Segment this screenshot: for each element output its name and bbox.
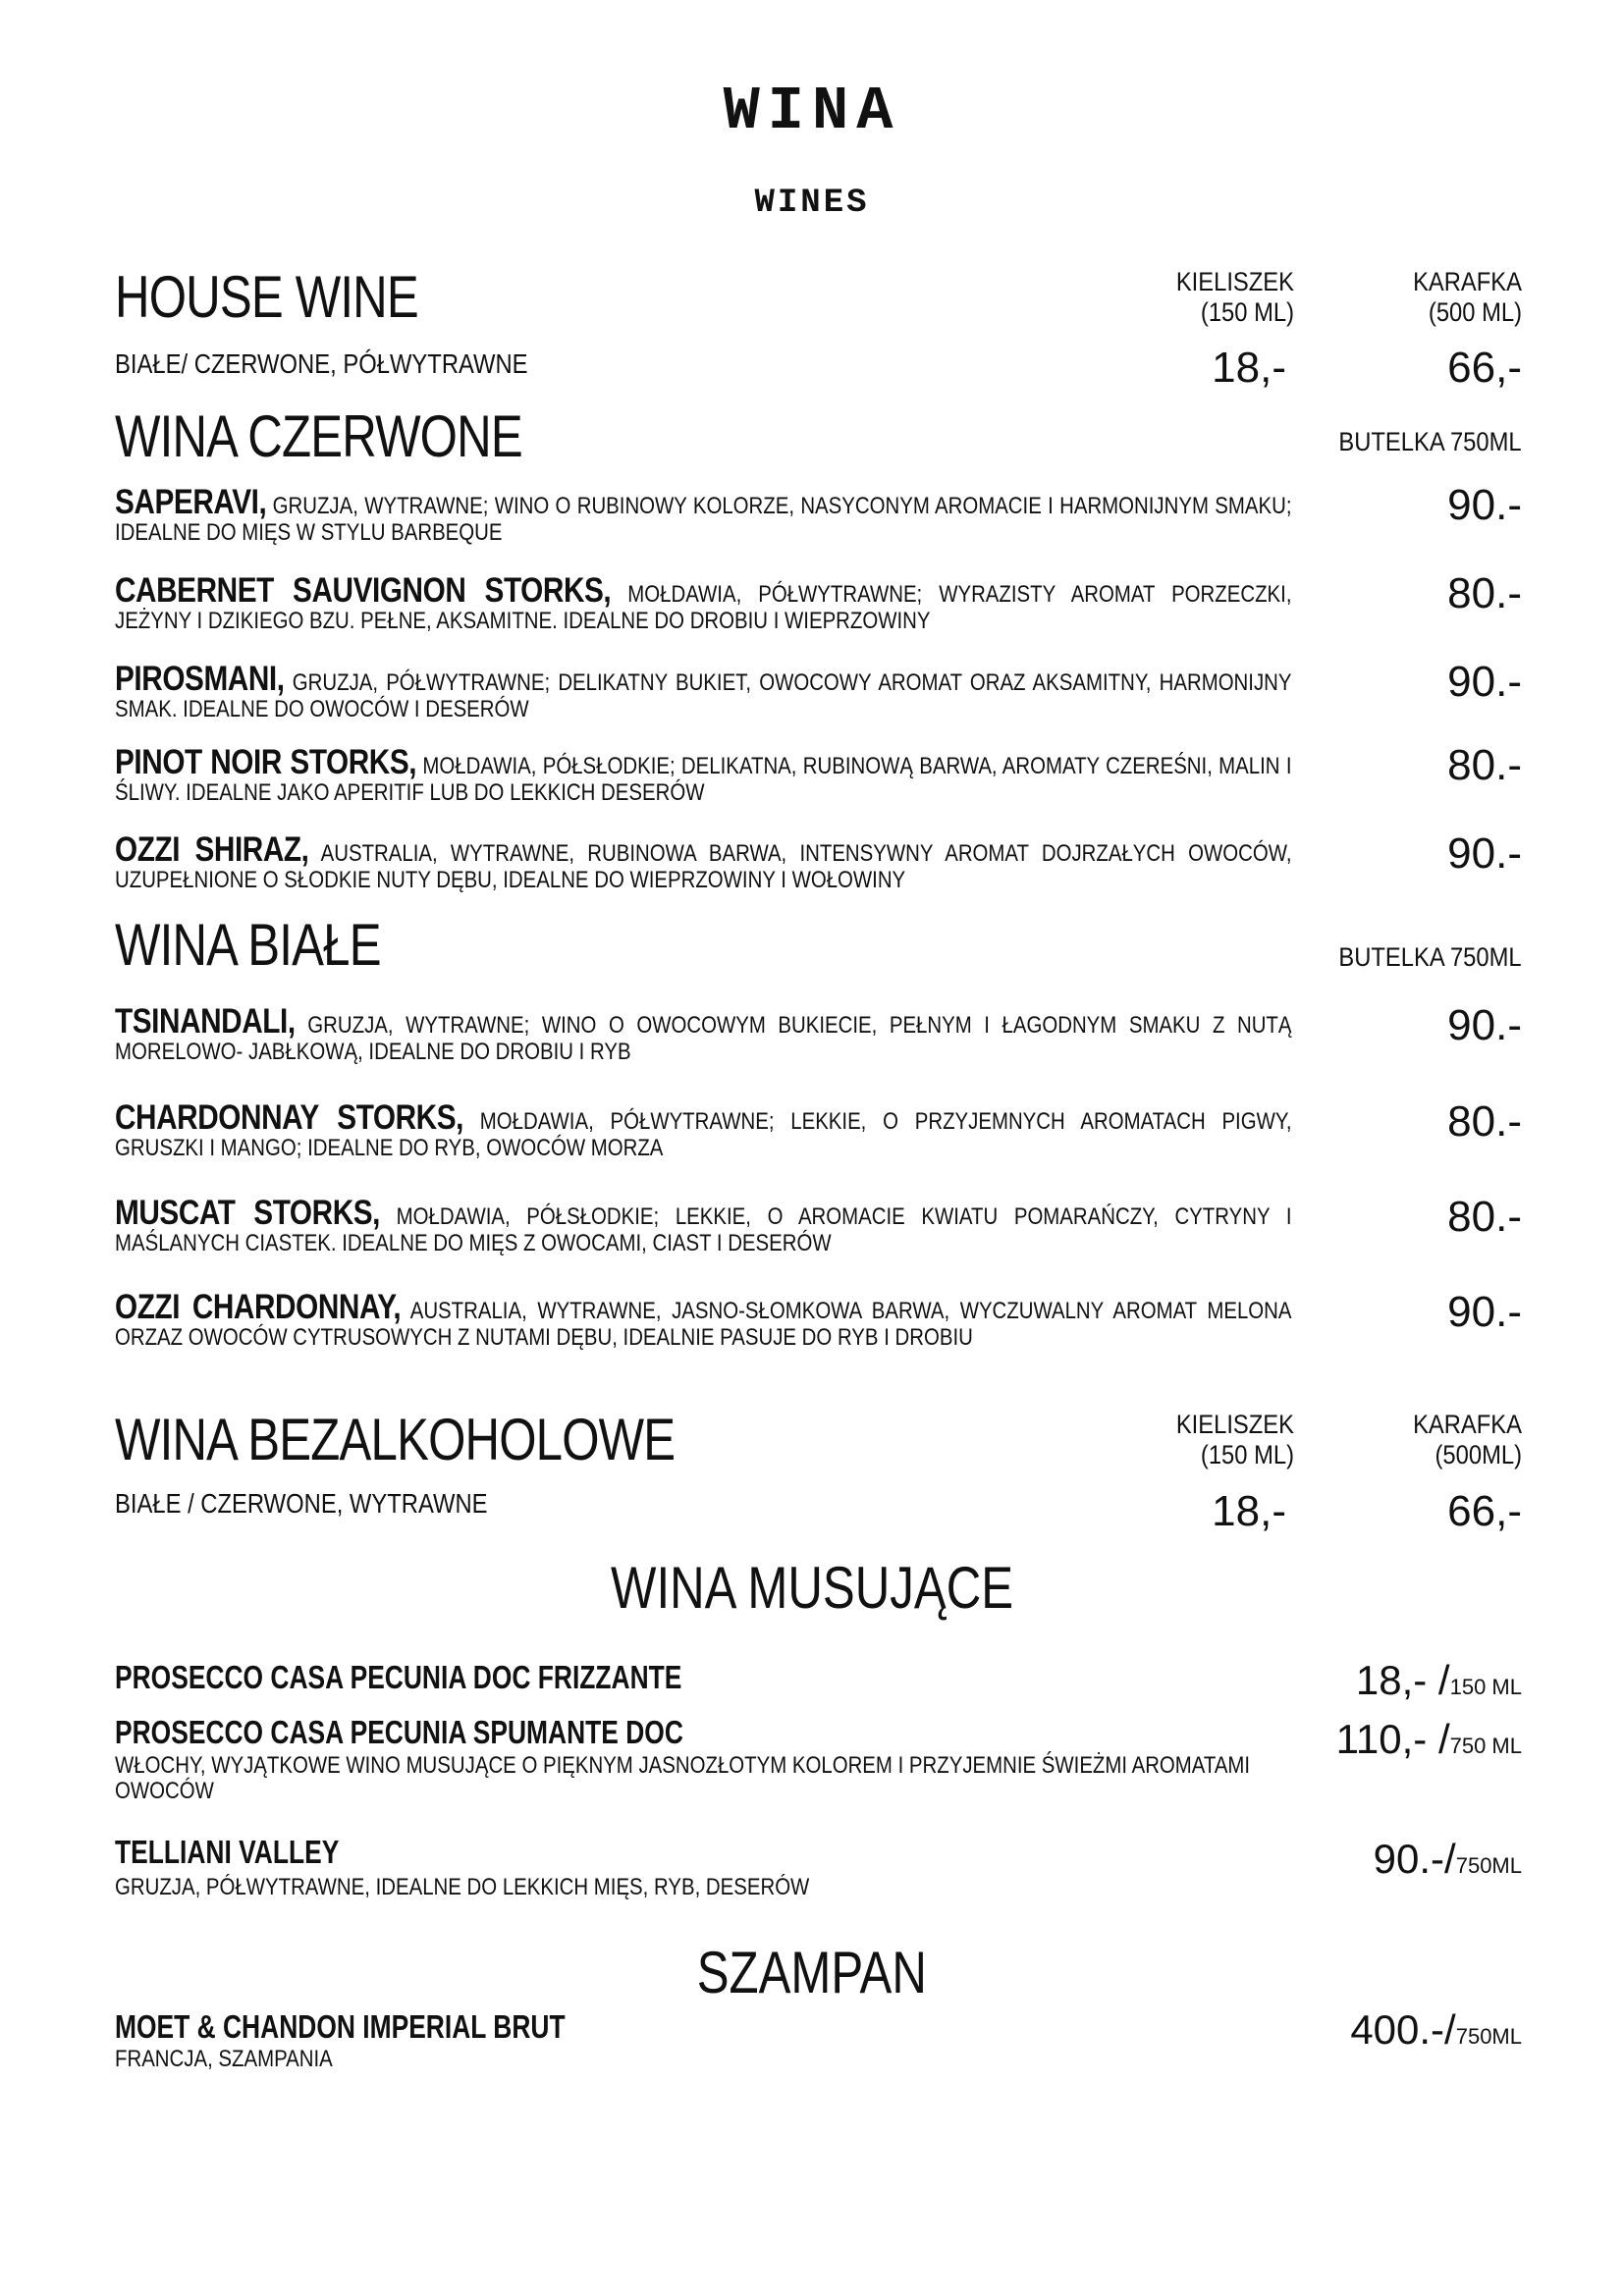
sparkling-item-description: GRUZJA, PÓŁWYTRAWNE, IDEALNE DO LEKKICH MIĘS, RYB, DESERÓW xyxy=(115,1874,810,1900)
wine-price: 90.- xyxy=(1447,481,1522,529)
wine-price: 80.- xyxy=(1447,1193,1522,1241)
wine-description: AUSTRALIA, WYTRAWNE, RUBINOWA BARWA, INTENSYWNY AROMAT DOJRZAŁYCH OWOCÓW, UZUPEŁNIONE O SŁODKIE NUTY DĘBU, IDEALNE DO WIEPRZOWINY I WOŁOWINY xyxy=(115,840,1292,893)
wine-name: MUSCAT STORKS, xyxy=(115,1194,381,1232)
wine-item xyxy=(115,660,1293,722)
wine-description: GRUZJA, WYTRAWNE; WINO O RUBINOWY KOLORZE, NASYCONYM AROMACIE I HARMONIJNYM SMAKU; IDEALNE DO MIĘS W STYLU BARBEQUE xyxy=(115,493,1292,546)
wine-item xyxy=(115,571,1293,634)
wine-item xyxy=(115,1194,1293,1256)
wine-price: 90.- xyxy=(1447,1001,1522,1049)
wine-item xyxy=(115,830,1293,893)
wine-name: PINOT NOIR STORKS, xyxy=(115,743,417,781)
red-wines-heading: WINA CZERWONE xyxy=(115,403,522,469)
wine-name: CABERNET SAUVIGNON STORKS, xyxy=(115,571,612,610)
wine-description: MOŁDAWIA, PÓŁWYTRAWNE; LEKKIE, O PRZYJEMNYCH AROMATACH PIGWY, GRUSZKI I MANGO; IDEALNE DO RYB, OWOCÓW MORZA xyxy=(115,1108,1292,1161)
wine-description: MOŁDAWIA, PÓŁSŁODKIE; DELIKATNA, RUBINOWĄ BARWA, AROMATY CZEREŚNI, MALIN I ŚLIWY. IDEALNE JAKO APERITIF LUB DO LEKKICH DESERÓW xyxy=(115,753,1292,806)
champagne-heading: SZAMPAN xyxy=(696,1940,928,2005)
non-alcoholic-carafe-header: KARAFKA (500ML) xyxy=(1413,1410,1522,1469)
wine-price: 80.- xyxy=(1447,741,1522,789)
non-alcoholic-heading: WINA BEZALKOHOLOWE xyxy=(115,1407,676,1472)
wine-item xyxy=(115,483,1293,546)
non-alcoholic-carafe-price: 66,- xyxy=(1447,1487,1522,1535)
non-alcoholic-subtitle: BIAŁE / CZERWONE, WYTRAWNE xyxy=(115,1488,488,1519)
wine-description: MOŁDAWIA, PÓŁSŁODKIE; LEKKIE, O AROMACIE KWIATU POMARAŃCZY, CYTRYNY I MAŚLANYCH CIASTEK. IDEALNE DO MIĘS Z OWOCAMI, CIAST I DESERÓW xyxy=(115,1203,1292,1256)
wine-item xyxy=(115,1288,1293,1351)
white-wines-bottle-label: BUTELKA 750ML xyxy=(1338,942,1522,972)
sparkling-item-name: PROSECCO CASA PECUNIA DOC FRIZZANTE xyxy=(115,1659,682,1695)
wine-price: 90.- xyxy=(1447,658,1522,706)
house-wine-heading: HOUSE WINE xyxy=(115,264,418,330)
page-subtitle: WINES xyxy=(754,185,870,222)
house-wine-carafe-price: 66,- xyxy=(1447,344,1522,392)
house-wine-glass-header: KIELISZEK (150 ML) xyxy=(1175,267,1294,327)
house-wine-subtitle: BIAŁE/ CZERWONE, PÓŁWYTRAWNE xyxy=(115,348,528,379)
wine-price: 80.- xyxy=(1447,1097,1522,1146)
non-alcoholic-glass-header: KIELISZEK (150 ML) xyxy=(1175,1410,1294,1469)
wine-item xyxy=(115,1002,1293,1065)
sparkling-item-name: PROSECCO CASA PECUNIA SPUMANTE DOC xyxy=(115,1714,683,1750)
wine-name: TSINANDALI, xyxy=(115,1002,296,1041)
wine-description: MOŁDAWIA, PÓŁWYTRAWNE; WYRAZISTY AROMAT PORZECZKI, JEŻYNY I DZIKIEGO BZU. PEŁNE, AKSAMITNE. IDEALNE DO DROBIU I WIEPRZOWINY xyxy=(115,581,1292,634)
wine-price: 90.- xyxy=(1447,829,1522,878)
wine-item xyxy=(115,743,1293,806)
wine-name: CHARDONNAY STORKS, xyxy=(115,1098,463,1137)
champagne-description: FRANCJA, SZAMPANIA xyxy=(115,2046,333,2072)
wine-price: 90.- xyxy=(1447,1288,1522,1336)
sparkling-item-price: 18,- /150 ML xyxy=(1355,1657,1522,1703)
sparkling-heading: WINA MUSUJĄCE xyxy=(610,1555,1014,1621)
red-wines-bottle-label: BUTELKA 750ML xyxy=(1338,427,1522,456)
wine-name: SAPERAVI, xyxy=(115,483,267,521)
wine-description: AUSTRALIA, WYTRAWNE, JASNO-SŁOMKOWA BARWA, WYCZUWALNY AROMAT MELONA ORZAZ OWOCÓW CYTRUSOWYCH Z NUTAMI DĘBU, IDEALNIE PASUJE DO RYB I DROBIU xyxy=(115,1298,1292,1351)
house-wine-glass-price: 18,- xyxy=(1212,344,1286,392)
wine-name: PIROSMANI, xyxy=(115,660,285,698)
non-alcoholic-glass-price: 18,- xyxy=(1212,1487,1286,1535)
wine-item xyxy=(115,1098,1293,1161)
wine-name: OZZI SHIRAZ, xyxy=(115,830,309,869)
page-title: WINA xyxy=(723,77,901,146)
champagne-price: 400.-/750ML xyxy=(1350,2006,1522,2053)
white-wines-heading: WINA BIAŁE xyxy=(115,912,381,978)
sparkling-item-price: 110,- /750 ML xyxy=(1335,1716,1522,1762)
wine-description: GRUZJA, PÓŁWYTRAWNE; DELIKATNY BUKIET, OWOCOWY AROMAT ORAZ AKSAMITNY, HARMONIJNY SMAK. IDEALNE DO OWOCÓW I DESERÓW xyxy=(115,669,1292,722)
wine-name: OZZI CHARDONNAY, xyxy=(115,1288,402,1326)
house-wine-carafe-header: KARAFKA (500 ML) xyxy=(1413,267,1522,327)
champagne-name: MOET & CHANDON IMPERIAL BRUT xyxy=(115,2008,566,2045)
sparkling-item-description: WŁOCHY, WYJĄTKOWE WINO MUSUJĄCE O PIĘKNYM JASNOZŁOTYM KOLOREM I PRZYJEMNIE ŚWIEŻMI AROMATAMI OWOCÓW xyxy=(115,1752,1251,1804)
wine-description: GRUZJA, WYTRAWNE; WINO O OWOCOWYM BUKIECIE, PEŁNYM I ŁAGODNYM SMAKU Z NUTĄ MORELOWO- JABŁKOWĄ, IDEALNE DO DROBIU I RYB xyxy=(115,1012,1292,1065)
sparkling-item-price: 90.-/750ML xyxy=(1373,1836,1522,1882)
sparkling-item-name: TELLIANI VALLEY xyxy=(115,1834,340,1870)
wine-price: 80.- xyxy=(1447,569,1522,617)
